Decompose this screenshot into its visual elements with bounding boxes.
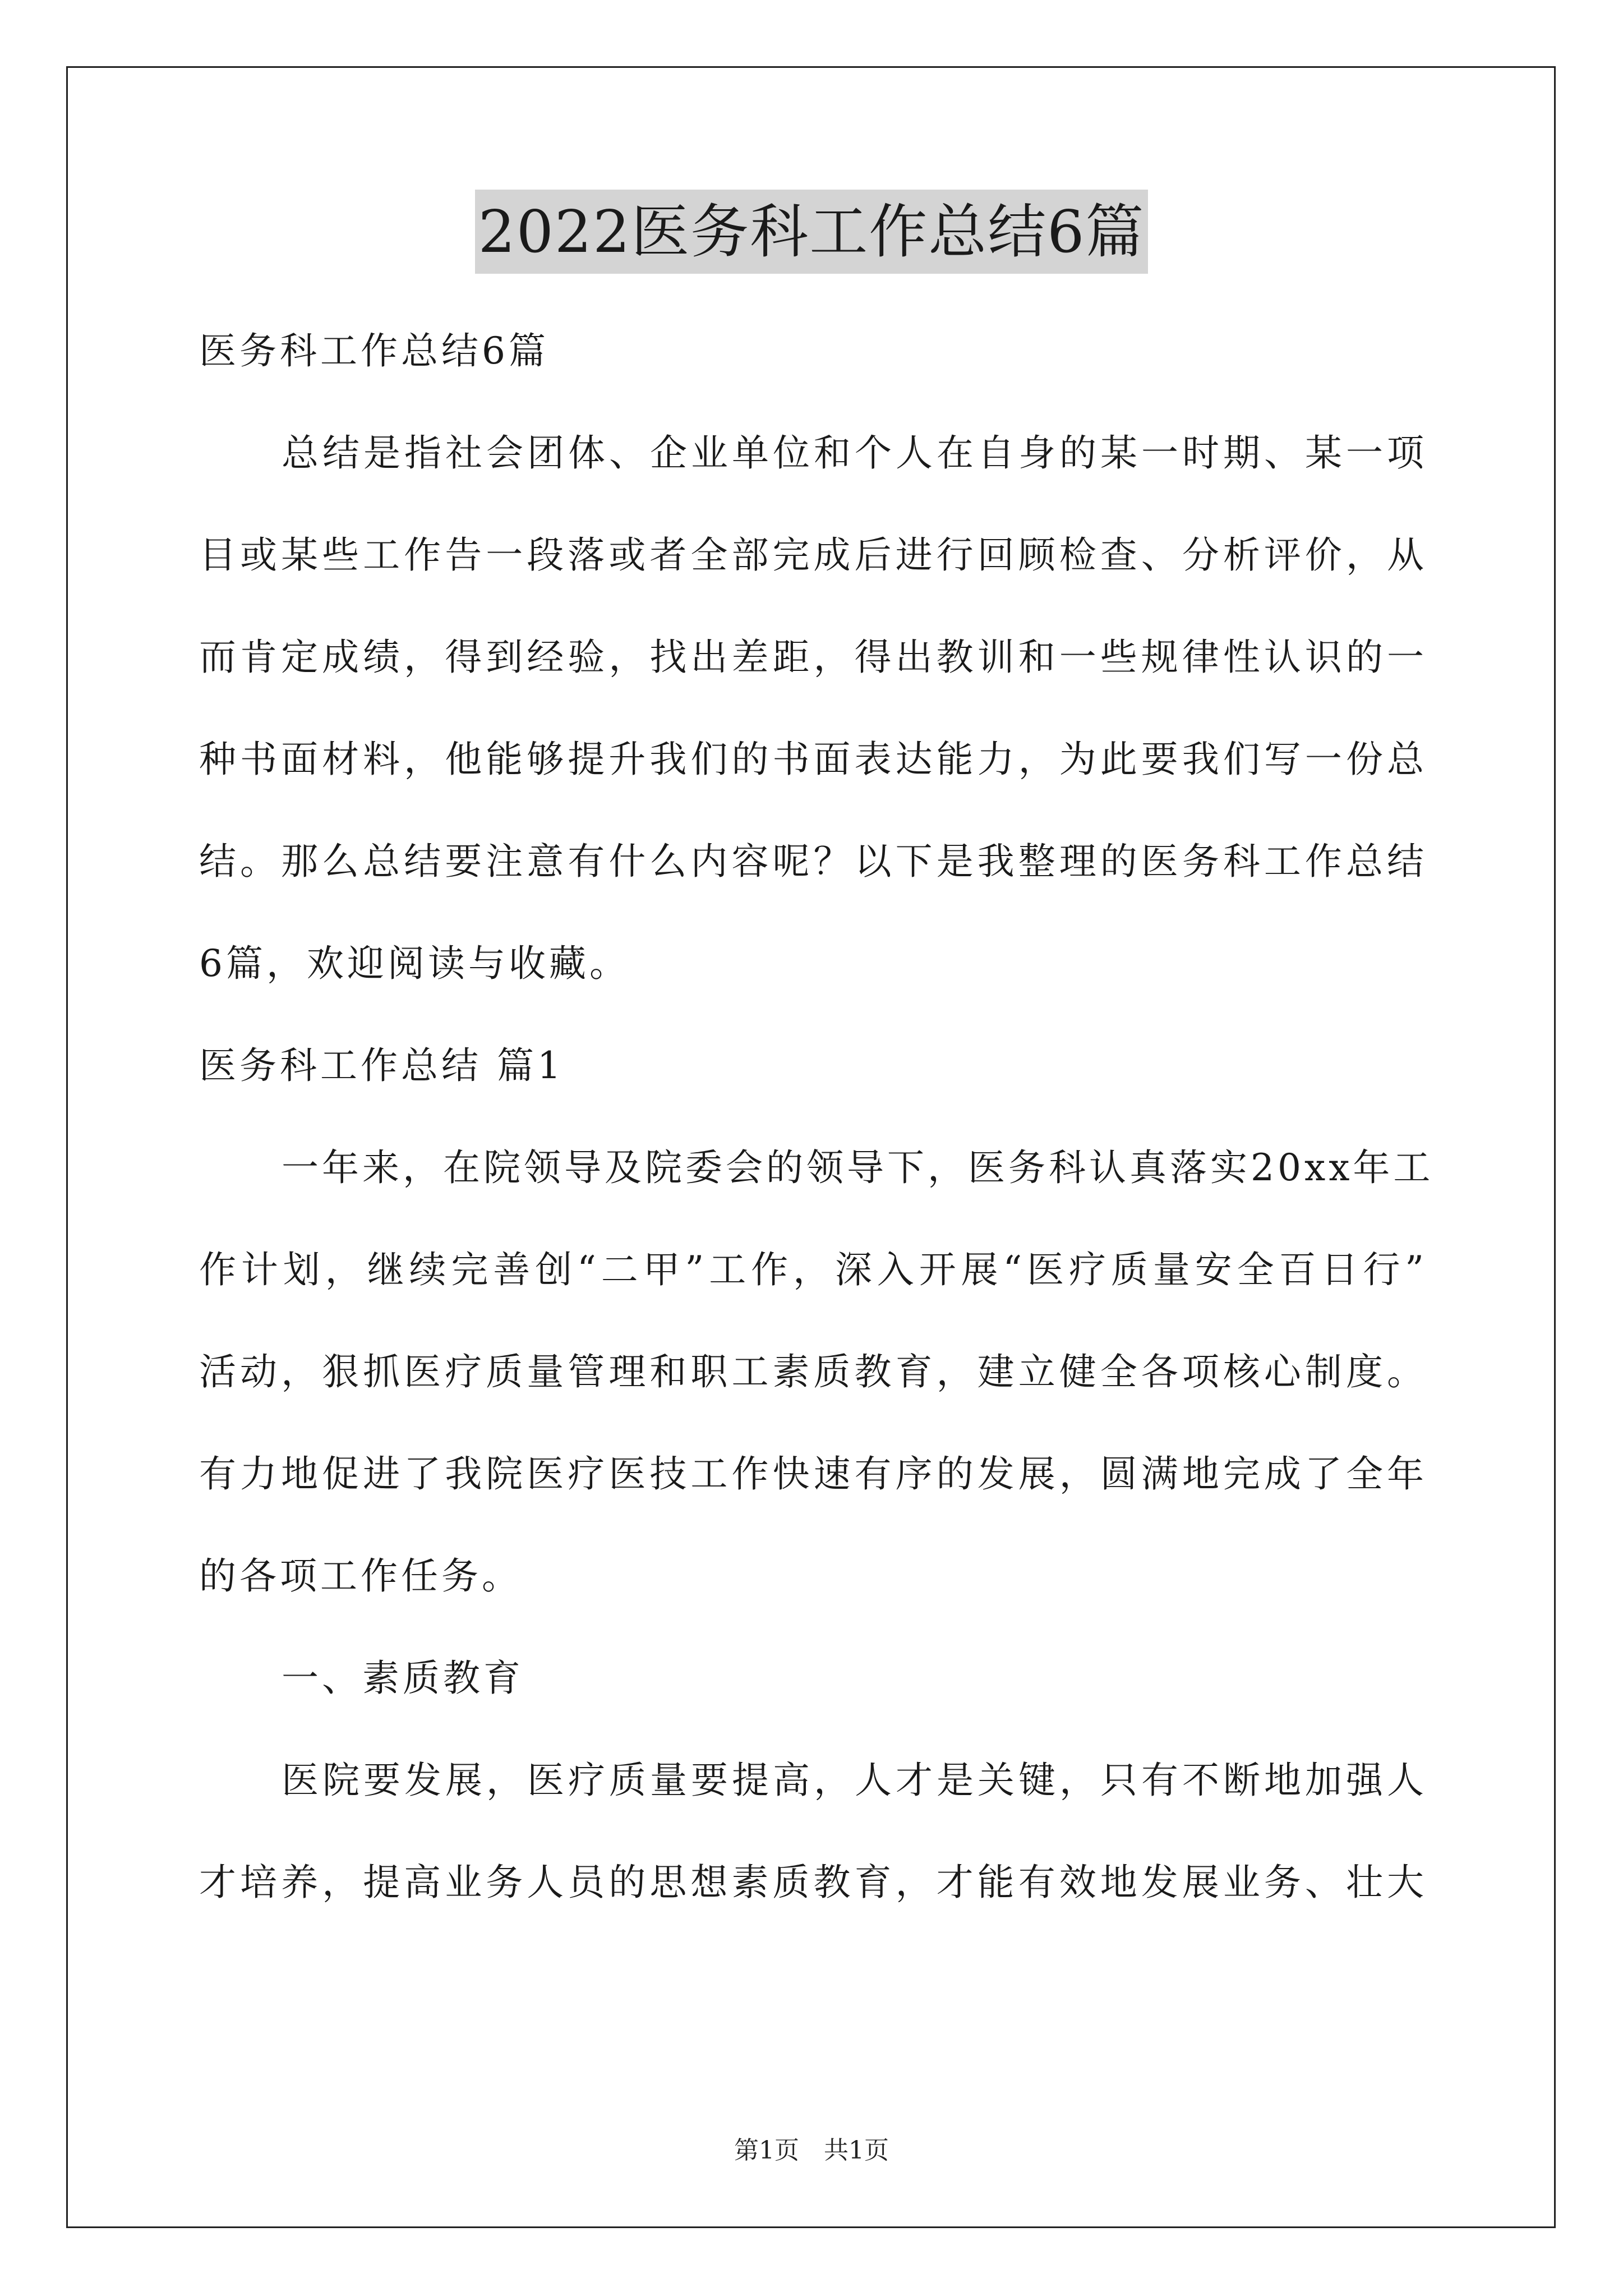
text-line: 而肯定成绩，得到经验，找出差距，得出教训和一些规律性认识的一 — [199, 636, 1427, 679]
document-title: 2022医务科工作总结6篇 — [475, 190, 1149, 274]
text-line: 一年来，在院领导及院委会的领导下，医务科认真落实20xx年工 — [282, 1146, 1434, 1189]
text-line: 结。那么总结要注意有什么内容呢？以下是我整理的医务科工作总结 — [199, 840, 1427, 883]
text-line: 才培养，提高业务人员的思想素质教育，才能有效地发展业务、壮大 — [199, 1861, 1427, 1904]
text-line: 6篇，欢迎阅读与收藏。 — [199, 942, 630, 985]
text-line: 的各项工作任务。 — [199, 1554, 522, 1598]
text-line: 医院要发展，医疗质量要提高，人才是关键，只有不断地加强人 — [282, 1759, 1427, 1802]
text-line: 总结是指社会团体、企业单位和个人在自身的某一时期、某一项 — [282, 431, 1427, 475]
text-line: 活动，狠抓医疗质量管理和职工素质教育，建立健全各项核心制度。 — [199, 1350, 1427, 1393]
title-container — [0, 190, 1623, 274]
text-line: 医务科工作总结6篇 — [199, 329, 549, 372]
document-body — [199, 306, 1434, 1940]
text-line: 有力地促进了我院医疗医技工作快速有序的发展，圆满地完成了全年 — [199, 1452, 1427, 1496]
text-line: 医务科工作总结 篇1 — [199, 1044, 564, 1087]
text-line: 目或某些工作告一段落或者全部完成后进行回顾检查、分析评价，从 — [199, 533, 1427, 577]
text-line: 作计划，继续完善创“二甲”工作，深入开展“医疗质量安全百日行” — [199, 1248, 1427, 1291]
text-line: 种书面材料，他能够提升我们的书面表达能力，为此要我们写一份总 — [199, 738, 1427, 781]
page-footer: 第1页 共1页 — [734, 2136, 889, 2165]
text-line: 一、素质教育 — [282, 1657, 524, 1700]
